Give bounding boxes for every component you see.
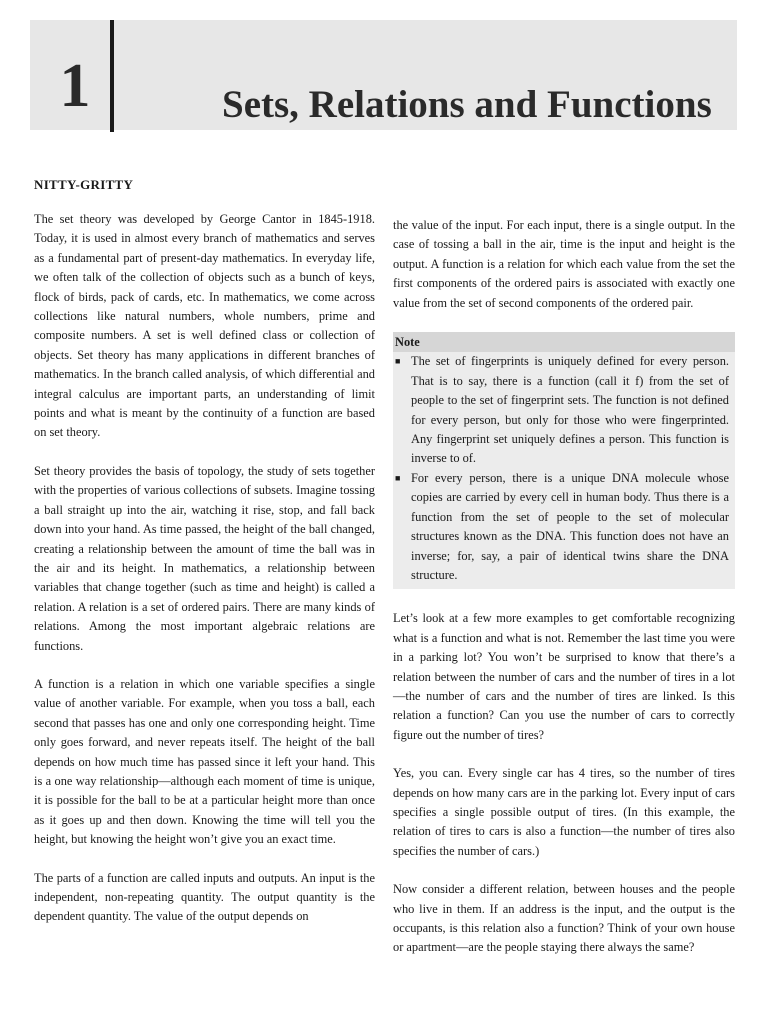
section-heading: NITTY-GRITTY (34, 177, 134, 192)
paragraph: The set theory was developed by George Cantor in 1845-1918. Today, it is used in almost every branch of mathematics and serves as a fundamental part of present-day mathematics. In everyday life, we often talk of the collection of objects such as a bunch of keys, flock of birds, pack of cards, etc. In mathematics, we come across collections like natural numbers, whole numbers, prime and composite numbers. A set is well defined class or collection of objects. Set theory has many applications in different branches of mathematics. In the branch called analysis, of which differential and integral calculus are important parts, an understanding of limit points and what is meant by the continuity of a function are based on set theory. (34, 212, 375, 440)
right-column (393, 216, 735, 977)
square-bullet-icon: ■ (395, 356, 401, 367)
note-item-text: For every person, there is a unique DNA molecule whose copies are carried by every cell in human body. Thus there is a function from the set of people to the set of molecular structures known as the DNA. This function does not have an inverse; for, say, a pair of identical twins share the DNA structure. (411, 470, 729, 582)
chapter-number: 1 (59, 52, 91, 120)
note-item (393, 469, 729, 585)
note-item-text: The set of fingerprints is uniquely defined for every person. That is to say, there is a function (call it f) from the set of people to the set of fingerprint sets. The function is not defined for every person, but only for those who were fingerprinted. Any fingerprint set uniquely defines a person. This function is inverse to of. (411, 354, 729, 466)
paragraph: The parts of a function are called inputs and outputs. An input is the independent, non-repeating quantity. The output quantity is the dependent quantity. The value of the output depends on (34, 870, 375, 924)
note-title: Note (393, 332, 735, 352)
paragraph: the value of the input. For each input, there is a single output. In the case of tossing a ball in the air, time is the input and height is the output. A function is a relation for which each value from the set the first components of the ordered pairs is associated with exactly one value from the set of second components of the ordered pair. (393, 218, 735, 310)
square-bullet-icon: ■ (395, 472, 401, 483)
note-box (393, 332, 735, 589)
paragraph: Yes, you can. Every single car has 4 tires, so the number of tires depends on how many cars are in the parking lot. Every input of cars specifies a single possible output of tires. (In this example, the relation of tires to cars is also a function—the number of tires also specifies the number of cars.) (393, 766, 735, 858)
note-item (393, 352, 729, 468)
paragraph: Set theory provides the basis of topology, the study of sets together with the properties of various collections of subsets. Imagine tossing a ball straight up into the air, watching it rise, stop, and fall back down into your hand. As time passed, the height of the ball changed, creating a relationship between the amount of time the ball was in the air and its height. In mathematics, a relationship between variables that change together (such as time and height) is called a relation. A relation is a set of ordered pairs. There are many kinds of relations. Among the most important algebraic relations are functions. (34, 463, 375, 653)
paragraph: A function is a relation in which one variable specifies a single value of another variable. For example, when you toss a ball, each second that passes has one and only one corresponding height. Time only goes forward, and never repeats itself. The height of the ball depends on how much time has passed since it left your hand. This is a one way relationship—although each moment of time is unique, it is possible for the ball to be at a particular height more than once as it goes up and then down. Knowing the time will tell you the height, but knowing the height won’t give you an exact time. (34, 676, 375, 847)
paragraph: Now consider a different relation, between houses and the people who live in them. If an address is the input, and the output is the occupants, is this relation also a function? Think of your own house or apartment—are the people staying there always the same? (393, 882, 735, 955)
chapter-title: Sets, Relations and Functions (222, 83, 712, 126)
chapter-header-divider (110, 20, 114, 132)
note-list (393, 352, 735, 585)
left-column (34, 210, 375, 946)
paragraph: Let’s look at a few more examples to get comfortable recognizing what is a function and what is not. Remember the last time you were in a parking lot? You won’t be surprised to know that there’s a relation between the number of cars and the number of tires in a lot—the number of cars and the number of tires are linked. Is this relation a function? Can you use the number of cars to correctly figure out the number of tires? (393, 611, 735, 742)
